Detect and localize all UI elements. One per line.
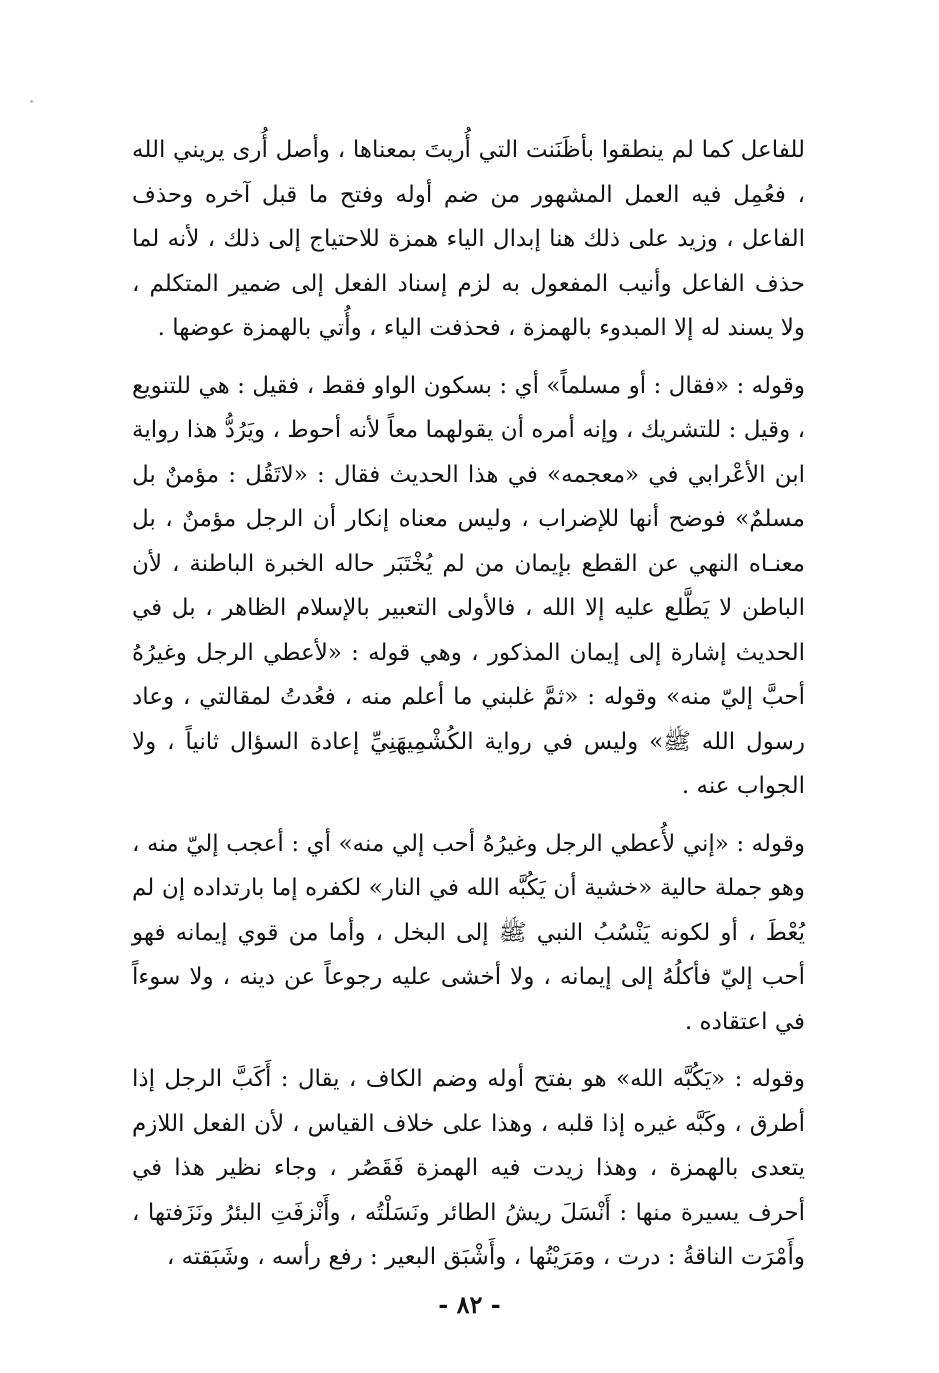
paragraph-2: وقوله : «فقال : أو مسلماً» أي : بسكون الواو فقط ، فقيل : هي للتنويع ، وقيل : للتشريك ، وإنه أمره أن يقولهما معاً لأنه أحوط ، ويَرُدُّ هذا رواية ابن الأعْرابي في «معجمه» في هذا الحديث فقال : «لاتَقُل : مؤمنٌ بل مسلمٌ» فوضح أنها للإضراب ، وليس معناه إنكار أن الرجل مؤمنٌ ، بل معنـاه النهي عن القطع بإيمان من لم يُخْتَبَر حاله الخبرة الباطنة ، لأن الباطن لا يَطَّلع عليه إلا الله ، فالأولى التعبير بالإسلام الظاهر ، بل في الحديث إشارة إلى إيمان المذكور ، وهي قوله : «لأعطي الرجل وغيرُهُ أحبَّ إليّ منه» وقوله : «ثمَّ غلبني ما أعلم منه ، فعُدتُ لمقالتي ، وعاد رسول الله ﷺ» وليس في رواية الكُشْمِيهَنِيِّ إعادة السؤال ثانياً ، ولا الجواب عنه . [132, 372, 805, 799]
scan-speck [30, 100, 33, 103]
paragraph-1: للفاعل كما لم ينطقوا بأظَنَنت التي أُريتَ بمعناها ، وأصل أُرى يريني الله ، فعُمِل فيه العمل المشهور من ضم أوله وفتح ما قبل آخره وحذف الفاعل ، وزيد على ذلك هنا إبدال الياء همزة للاحتياج إلى ذلك ، لأنه لما حذف الفاعل وأنيب المفعول به لزم إسناد الفعل إلى ضمير المتكلم ، ولا يسند له إلا المبدوء بالهمزة ، فحذفت الياء ، وأُتي بالهمزة عوضها . [132, 137, 805, 341]
paragraph-4: وقوله : «يَكُبَّه الله» هو بفتح أوله وضم الكاف ، يقال : أَكَبَّ الرجل إذا أطرق ، وكَبَّه غيره إذا قلبه ، وهذا على خلاف القياس ، لأن الفعل اللازم يتعدى بالهمزة ، وهذا زيدت فيه الهمزة فَقَصُر ، وجاء نظير هذا في أحرف يسيرة منها : أَنْسَلَ ريشُ الطائر ونَسَلْتُه ، وأَنْزفَتِ البئرُ ونَزَفتها ، وأَمْرَت الناقةُ : درت ، ومَرَيْتُها ، وأَشْبَق البعير : رفع رأسه ، وشَبَقته ، [132, 1066, 805, 1270]
paragraph-3: وقوله : «إني لأُعطي الرجل وغيرُهُ أحب إلي منه» أي : أعجب إليّ منه ، وهو جملة حالية «خشية أن يَكُبَّه الله في النار» لكفره إما بارتداده إن لم يُعْطَ ، أو لكونه يَنْسُبُ النبي ﷺ إلى البخل ، وأما من قوي إيمانه فهو أحب إليّ فأكلُهُ إلى إيمانه ، ولا أخشى عليه رجوعاً عن دينه ، ولا سوءاً في اعتقاده . [132, 830, 805, 1035]
body-text [132, 128, 805, 1293]
page-number: - ٨٢ - [438, 1290, 501, 1319]
